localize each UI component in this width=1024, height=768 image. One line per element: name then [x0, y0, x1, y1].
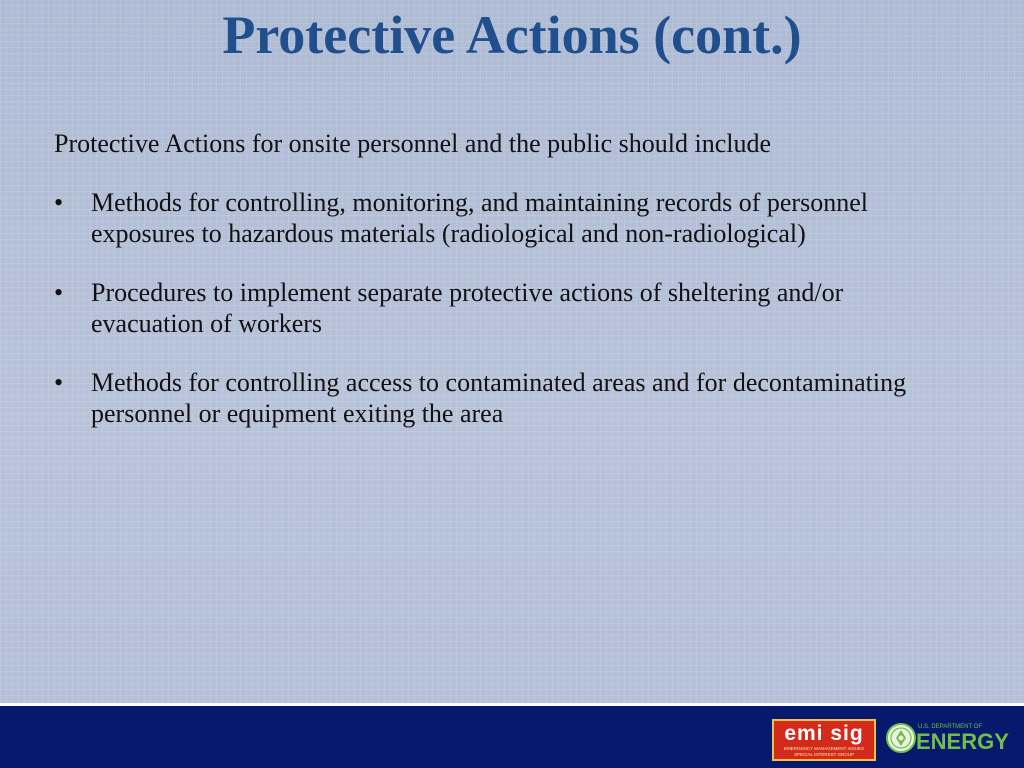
bullet-text: Procedures to implement separate protective actions of sheltering and/or evacuation of workers [91, 278, 844, 338]
bullet-text: Methods for controlling access to contaminated areas and for decontaminating personnel or equipment exiting the area [91, 368, 907, 428]
doe-seal-icon [886, 723, 916, 753]
bullet-icon: • [54, 278, 64, 307]
emi-sig-logo [772, 719, 876, 761]
emi-logo-sub-line-2: SPECIAL INTEREST GROUP [793, 752, 854, 757]
doe-logo-small-text: U.S. DEPARTMENT OF [918, 724, 983, 730]
slide-body [54, 128, 954, 457]
intro-text: Protective Actions for onsite personnel and the public should include [54, 129, 772, 158]
emi-logo-sub-line-1: EMERGENCY MANAGEMENT ISSUES [783, 746, 865, 751]
bullet-item [54, 367, 931, 429]
bullet-icon: • [54, 368, 64, 397]
bullet-list [54, 187, 954, 429]
footer-bar [0, 703, 1024, 768]
slide-title: Protective Actions (cont.) [222, 5, 802, 65]
doe-logo-big-text: ENERGY [916, 729, 1009, 754]
bullet-item [54, 187, 931, 249]
bullet-icon: • [54, 188, 64, 217]
emi-logo-main-text: emi sig [784, 722, 864, 745]
bullet-text: Methods for controlling, monitoring, and maintaining records of personnel exposures to hazardous materials (radiological and non-radiological) [91, 188, 868, 248]
bullet-item [54, 277, 931, 339]
